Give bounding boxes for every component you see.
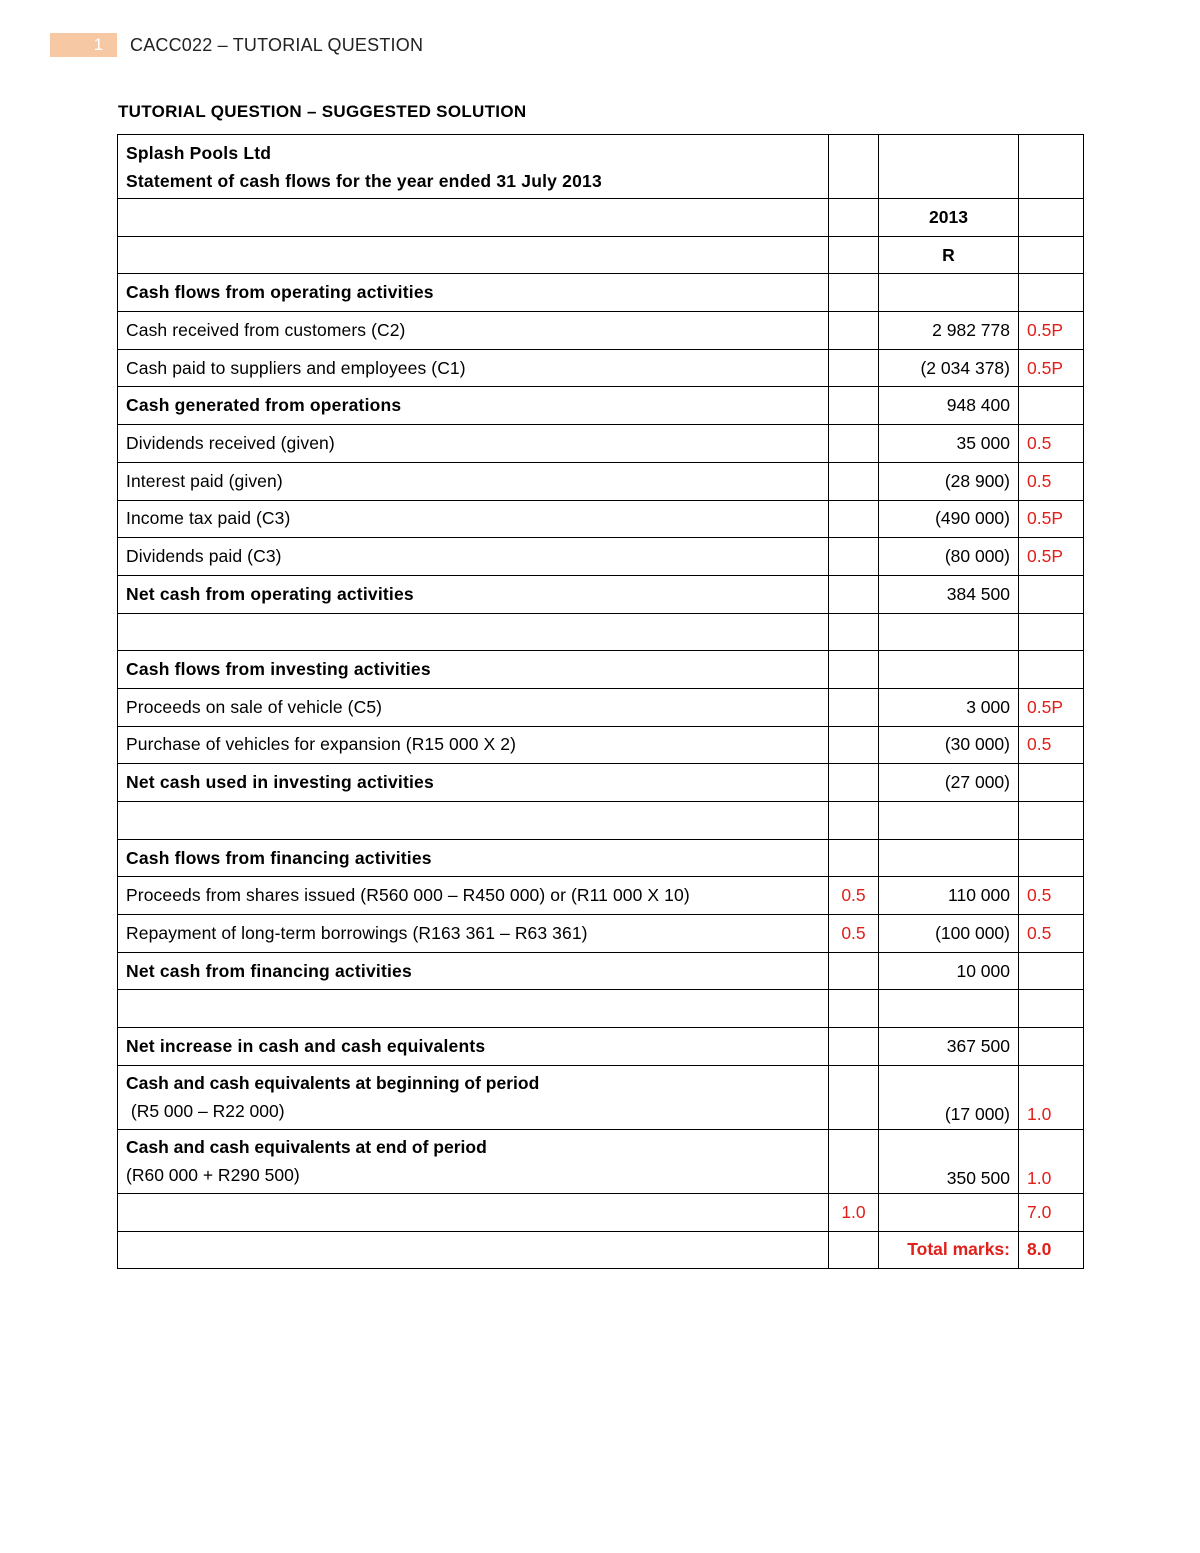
row-label: Cash and cash equivalents at end of period (126, 1137, 487, 1158)
page-number: 1 (50, 33, 117, 57)
table-row (118, 1028, 1084, 1066)
row-amount: (27 000) (879, 764, 1019, 802)
table-row (118, 425, 1084, 463)
row-label: Net cash from operating activities (118, 575, 829, 613)
table-row (118, 1065, 1084, 1129)
row-sublabel: (R5 000 – R22 000) (126, 1101, 285, 1122)
row-mark: 0.5 (1019, 915, 1084, 953)
row-mark: 0.5 (1019, 462, 1084, 500)
table-row (118, 877, 1084, 915)
section-heading-investing: Cash flows from investing activities (118, 651, 829, 689)
row-amount: 10 000 (879, 952, 1019, 990)
row-mark: 0.5P (1019, 688, 1084, 726)
row-mark: 1.0 (1019, 1065, 1084, 1129)
total-marks-value: 8.0 (1019, 1231, 1084, 1269)
row-amount: (28 900) (879, 462, 1019, 500)
row-label: Interest paid (given) (118, 462, 829, 500)
year-header: 2013 (879, 199, 1019, 237)
row-mark: 0.5P (1019, 538, 1084, 576)
row-label-cell (118, 1129, 829, 1193)
row-label-cell (118, 1065, 829, 1129)
row-amount: 2 982 778 (879, 312, 1019, 350)
row-amount: 350 500 (879, 1129, 1019, 1193)
row-mark-left: 0.5 (829, 877, 879, 915)
row-label: Net increase in cash and cash equivalents (118, 1028, 829, 1066)
row-amount: 367 500 (879, 1028, 1019, 1066)
row-amount: (30 000) (879, 726, 1019, 764)
page-header (50, 33, 423, 57)
row-amount: 384 500 (879, 575, 1019, 613)
row-label: Net cash used in investing activities (118, 764, 829, 802)
table-row (118, 500, 1084, 538)
row-amount: (2 034 378) (879, 349, 1019, 387)
row-mark: 0.5P (1019, 312, 1084, 350)
table-row (118, 1129, 1084, 1193)
row-label: Cash generated from operations (118, 387, 829, 425)
empty-row (118, 613, 1084, 651)
subtotal-mark: 7.0 (1019, 1193, 1084, 1231)
row-label: Dividends received (given) (118, 425, 829, 463)
row-label: Repayment of long-term borrowings (R163 361 – R63 361) (118, 915, 829, 953)
row-label: Dividends paid (C3) (118, 538, 829, 576)
row-mark: 0.5 (1019, 425, 1084, 463)
table-row (118, 538, 1084, 576)
table-row (118, 312, 1084, 350)
year-header-row (118, 199, 1084, 237)
currency-header: R (879, 236, 1019, 274)
row-label: Cash and cash equivalents at beginning of period (126, 1073, 540, 1094)
table-row (118, 462, 1084, 500)
empty-row (118, 990, 1084, 1028)
statement-title-cell (118, 135, 829, 199)
subtotal-mark-left: 1.0 (829, 1193, 879, 1231)
row-amount: 110 000 (879, 877, 1019, 915)
table-row (118, 387, 1084, 425)
total-marks-label: Total marks: (879, 1231, 1019, 1269)
row-amount: (100 000) (879, 915, 1019, 953)
row-label: Net cash from financing activities (118, 952, 829, 990)
row-amount: (490 000) (879, 500, 1019, 538)
document-code: CACC022 – TUTORIAL QUESTION (130, 34, 424, 55)
empty-row (118, 802, 1084, 840)
row-mark: 0.5 (1019, 726, 1084, 764)
row-mark: 0.5 (1019, 877, 1084, 915)
currency-header-row (118, 236, 1084, 274)
row-mark-left: 0.5 (829, 915, 879, 953)
row-amount: (17 000) (879, 1065, 1019, 1129)
table-row (118, 952, 1084, 990)
row-label: Purchase of vehicles for expansion (R15 000 X 2) (118, 726, 829, 764)
table-row (118, 915, 1084, 953)
row-mark: 0.5P (1019, 349, 1084, 387)
statement-title-row (118, 135, 1084, 199)
table-row (118, 688, 1084, 726)
company-name: Splash Pools Ltd (126, 142, 272, 163)
table-row (118, 575, 1084, 613)
table-row (118, 274, 1084, 312)
row-label: Cash paid to suppliers and employees (C1) (118, 349, 829, 387)
row-amount: (80 000) (879, 538, 1019, 576)
table-row (118, 726, 1084, 764)
cash-flow-statement-table (117, 134, 1084, 1269)
table-row (118, 764, 1084, 802)
subtotal-marks-row (118, 1193, 1084, 1231)
section-heading-operating: Cash flows from operating activities (118, 274, 829, 312)
row-sublabel: (R60 000 + R290 500) (126, 1165, 300, 1186)
total-marks-row (118, 1231, 1084, 1269)
table-row (118, 651, 1084, 689)
row-label: Income tax paid (C3) (118, 500, 829, 538)
row-mark: 1.0 (1019, 1129, 1084, 1193)
row-amount: 35 000 (879, 425, 1019, 463)
section-title: TUTORIAL QUESTION – SUGGESTED SOLUTION (118, 102, 527, 121)
section-heading-financing: Cash flows from financing activities (118, 839, 829, 877)
row-mark: 0.5P (1019, 500, 1084, 538)
row-amount: 3 000 (879, 688, 1019, 726)
row-amount: 948 400 (879, 387, 1019, 425)
row-label: Cash received from customers (C2) (118, 312, 829, 350)
table-row (118, 839, 1084, 877)
row-label: Proceeds on sale of vehicle (C5) (118, 688, 829, 726)
table-row (118, 349, 1084, 387)
statement-title: Statement of cash flows for the year ended 31 July 2013 (126, 170, 602, 191)
row-label: Proceeds from shares issued (R560 000 – R450 000) or (R11 000 X 10) (118, 877, 829, 915)
